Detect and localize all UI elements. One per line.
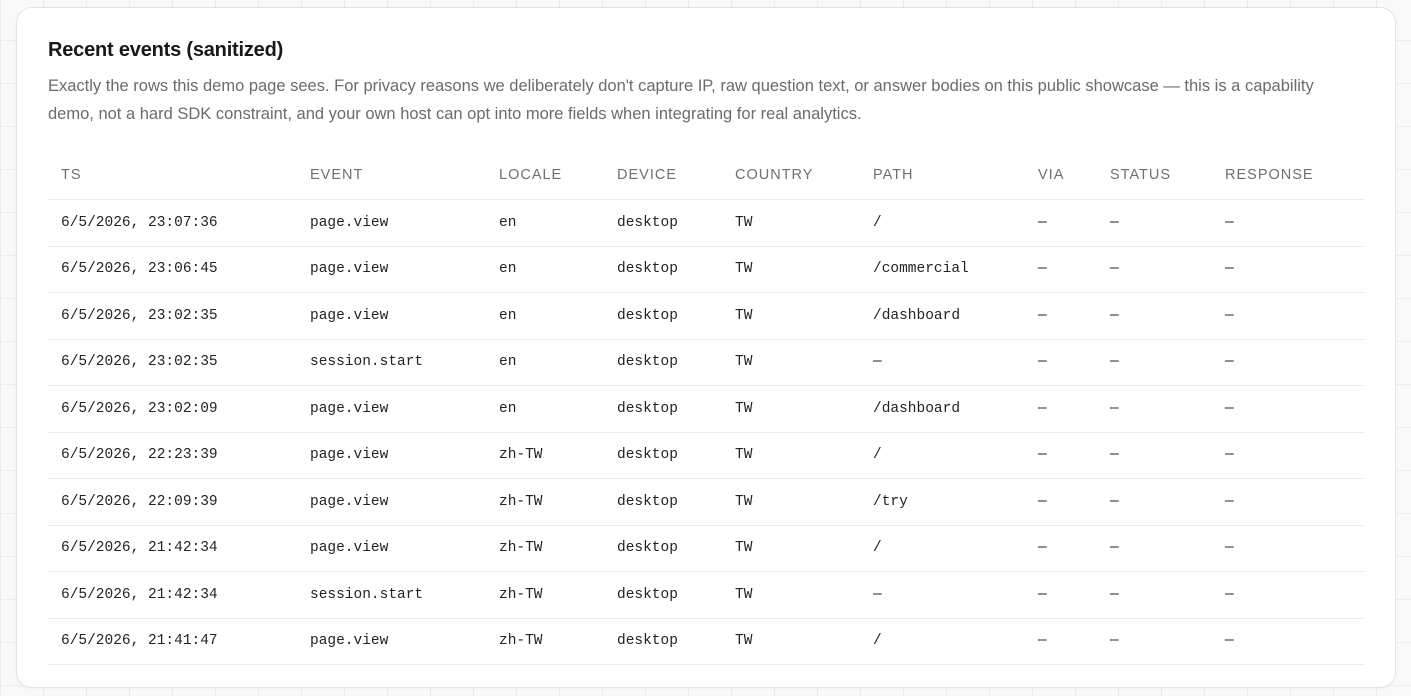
- event-cell: page.view: [297, 293, 486, 340]
- device-cell: desktop: [604, 618, 722, 665]
- column-header-via: VIA: [1025, 151, 1097, 200]
- locale-cell: zh-TW: [486, 572, 604, 619]
- path-cell: /dashboard: [860, 293, 1025, 340]
- device-cell: desktop: [604, 432, 722, 479]
- response-cell: —: [1212, 339, 1365, 386]
- event-cell: page.view: [297, 200, 486, 247]
- country-cell: TW: [722, 432, 860, 479]
- status-cell: —: [1097, 572, 1212, 619]
- device-cell: desktop: [604, 525, 722, 572]
- column-header-status: STATUS: [1097, 151, 1212, 200]
- response-cell: —: [1212, 386, 1365, 433]
- column-header-country: COUNTRY: [722, 151, 860, 200]
- column-header-locale: LOCALE: [486, 151, 604, 200]
- locale-cell: zh-TW: [486, 432, 604, 479]
- event-cell: page.view: [297, 525, 486, 572]
- device-cell: desktop: [604, 386, 722, 433]
- via-cell: —: [1025, 293, 1097, 340]
- ts-cell: 6/5/2026, 23:06:45: [48, 246, 297, 293]
- table-header-row: [48, 151, 1365, 200]
- ts-cell: 6/5/2026, 22:23:39: [48, 432, 297, 479]
- path-cell: /dashboard: [860, 386, 1025, 433]
- event-cell: page.view: [297, 246, 486, 293]
- column-header-device: DEVICE: [604, 151, 722, 200]
- via-cell: —: [1025, 339, 1097, 386]
- column-header-ts: TS: [48, 151, 297, 200]
- event-cell: session.start: [297, 572, 486, 619]
- locale-cell: en: [486, 200, 604, 247]
- locale-cell: en: [486, 386, 604, 433]
- table-row: [48, 200, 1365, 247]
- country-cell: TW: [722, 293, 860, 340]
- event-cell: page.view: [297, 432, 486, 479]
- device-cell: desktop: [604, 200, 722, 247]
- path-cell: /: [860, 200, 1025, 247]
- response-cell: —: [1212, 618, 1365, 665]
- table-row: [48, 432, 1365, 479]
- status-cell: —: [1097, 432, 1212, 479]
- event-cell: page.view: [297, 479, 486, 526]
- table-row: [48, 339, 1365, 386]
- locale-cell: en: [486, 293, 604, 340]
- locale-cell: zh-TW: [486, 618, 604, 665]
- response-cell: —: [1212, 200, 1365, 247]
- device-cell: desktop: [604, 339, 722, 386]
- country-cell: TW: [722, 618, 860, 665]
- path-cell: /: [860, 432, 1025, 479]
- ts-cell: 6/5/2026, 23:02:35: [48, 339, 297, 386]
- ts-cell: 6/5/2026, 21:41:47: [48, 618, 297, 665]
- device-cell: desktop: [604, 246, 722, 293]
- via-cell: —: [1025, 618, 1097, 665]
- recent-events-panel: [16, 7, 1396, 688]
- response-cell: —: [1212, 293, 1365, 340]
- events-table: [48, 151, 1365, 665]
- path-cell: /: [860, 618, 1025, 665]
- table-row: [48, 293, 1365, 340]
- ts-cell: 6/5/2026, 23:07:36: [48, 200, 297, 247]
- ts-cell: 6/5/2026, 23:02:09: [48, 386, 297, 433]
- response-cell: —: [1212, 246, 1365, 293]
- locale-cell: en: [486, 246, 604, 293]
- panel-description: Exactly the rows this demo page sees. For privacy reasons we deliberately don't capture IP, raw question text, or answer bodies on this public showcase — this is a capability demo, not a hard SDK constraint, and your own host can opt into more fields when integrating for real analytics.: [48, 77, 1314, 123]
- status-cell: —: [1097, 386, 1212, 433]
- status-cell: —: [1097, 479, 1212, 526]
- path-cell: —: [860, 572, 1025, 619]
- country-cell: TW: [722, 246, 860, 293]
- ts-cell: 6/5/2026, 21:42:34: [48, 572, 297, 619]
- panel-title: Recent events (sanitized): [48, 39, 284, 61]
- column-header-response: RESPONSE: [1212, 151, 1365, 200]
- locale-cell: zh-TW: [486, 525, 604, 572]
- ts-cell: 6/5/2026, 22:09:39: [48, 479, 297, 526]
- status-cell: —: [1097, 246, 1212, 293]
- country-cell: TW: [722, 200, 860, 247]
- device-cell: desktop: [604, 479, 722, 526]
- table-row: [48, 618, 1365, 665]
- via-cell: —: [1025, 200, 1097, 247]
- device-cell: desktop: [604, 293, 722, 340]
- path-cell: /: [860, 525, 1025, 572]
- column-header-path: PATH: [860, 151, 1025, 200]
- country-cell: TW: [722, 525, 860, 572]
- device-cell: desktop: [604, 572, 722, 619]
- table-row: [48, 479, 1365, 526]
- locale-cell: zh-TW: [486, 479, 604, 526]
- status-cell: —: [1097, 339, 1212, 386]
- via-cell: —: [1025, 572, 1097, 619]
- country-cell: TW: [722, 479, 860, 526]
- ts-cell: 6/5/2026, 21:42:34: [48, 525, 297, 572]
- ts-cell: 6/5/2026, 23:02:35: [48, 293, 297, 340]
- response-cell: —: [1212, 432, 1365, 479]
- path-cell: /commercial: [860, 246, 1025, 293]
- status-cell: —: [1097, 293, 1212, 340]
- via-cell: —: [1025, 386, 1097, 433]
- table-row: [48, 246, 1365, 293]
- country-cell: TW: [722, 572, 860, 619]
- via-cell: —: [1025, 479, 1097, 526]
- events-table-body: [48, 200, 1365, 665]
- table-row: [48, 386, 1365, 433]
- response-cell: —: [1212, 479, 1365, 526]
- event-cell: page.view: [297, 618, 486, 665]
- status-cell: —: [1097, 200, 1212, 247]
- country-cell: TW: [722, 339, 860, 386]
- locale-cell: en: [486, 339, 604, 386]
- table-row: [48, 572, 1365, 619]
- column-header-event: EVENT: [297, 151, 486, 200]
- country-cell: TW: [722, 386, 860, 433]
- status-cell: —: [1097, 618, 1212, 665]
- via-cell: —: [1025, 246, 1097, 293]
- via-cell: —: [1025, 525, 1097, 572]
- event-cell: session.start: [297, 339, 486, 386]
- via-cell: —: [1025, 432, 1097, 479]
- path-cell: —: [860, 339, 1025, 386]
- status-cell: —: [1097, 525, 1212, 572]
- path-cell: /try: [860, 479, 1025, 526]
- event-cell: page.view: [297, 386, 486, 433]
- response-cell: —: [1212, 525, 1365, 572]
- table-row: [48, 525, 1365, 572]
- response-cell: —: [1212, 572, 1365, 619]
